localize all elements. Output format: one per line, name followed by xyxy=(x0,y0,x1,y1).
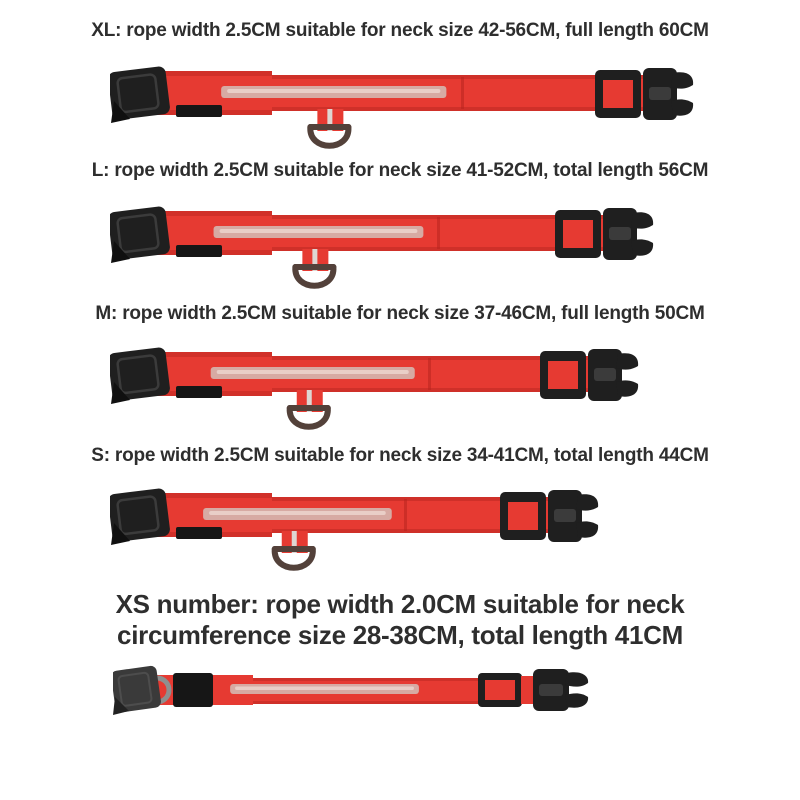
collar-image-m xyxy=(110,342,640,438)
size-row-m xyxy=(0,302,800,437)
size-caption-xs xyxy=(0,589,800,651)
size-caption-xl: XL: rope width 2.5CM suitable for neck size 42-56CM, full length 60CM xyxy=(91,20,709,41)
size-caption-m: M: rope width 2.5CM suitable for neck size 37-46CM, full length 50CM xyxy=(95,303,705,325)
size-row-xs xyxy=(0,589,800,719)
size-caption-s: S: rope width 2.5CM suitable for neck size 34-41CM, total length 44CM xyxy=(91,444,709,466)
collar-image-xs xyxy=(113,661,591,719)
size-row-l xyxy=(0,159,800,297)
size-caption-xs-line1: XS number: rope width 2.0CM suitable for neck xyxy=(115,588,685,619)
collar-image-s xyxy=(110,483,600,579)
size-caption-xs-line2: circumference size 28-38CM, total length 41CM xyxy=(117,619,683,650)
collar-image-xl xyxy=(110,61,695,157)
size-row-xl xyxy=(0,0,800,157)
size-row-s xyxy=(0,444,800,579)
collar-image-l xyxy=(110,201,655,297)
size-caption-l: L: rope width 2.5CM suitable for neck size 41-52CM, total length 56CM xyxy=(91,160,709,182)
